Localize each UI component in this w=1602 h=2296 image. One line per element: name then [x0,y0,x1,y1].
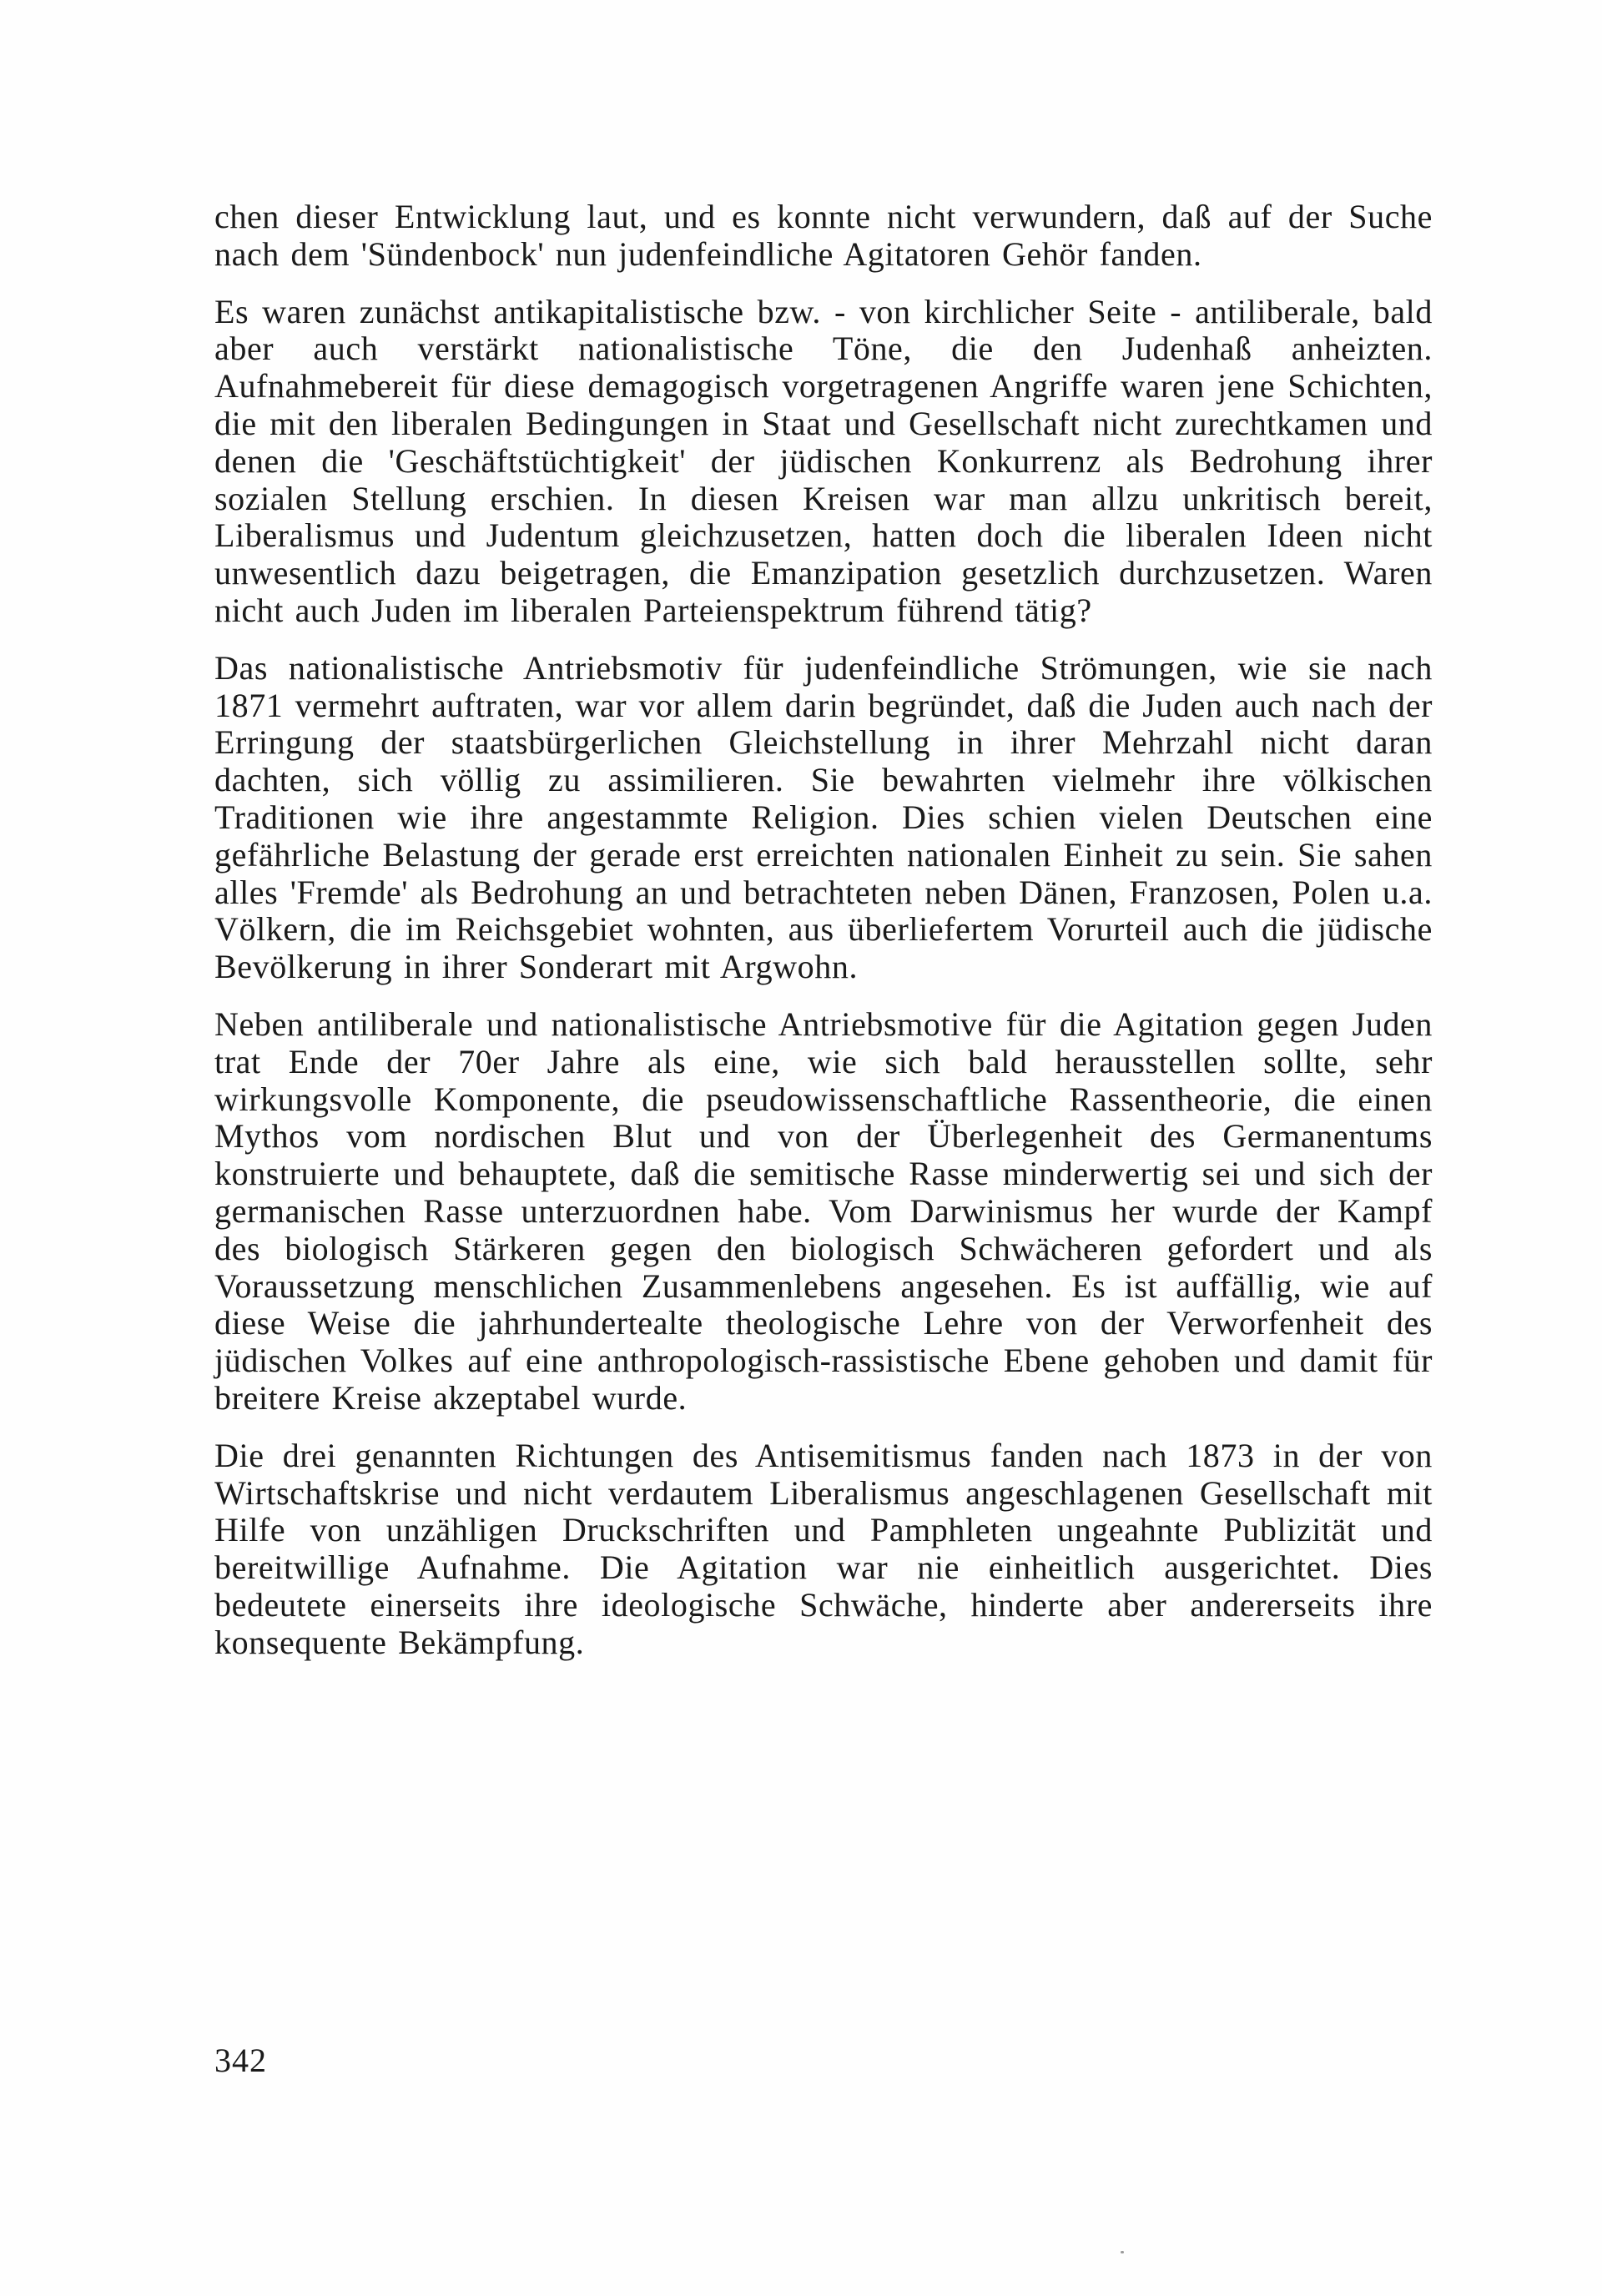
body-text [214,199,1433,1681]
paragraph-2: Es waren zunächst antikapitalistische bzw. - von kirchlicher Seite - antiliberale, bald aber auch verstärkt nationalistische Töne, die den Judenhaß anheizten. Aufnahmebereit für diese demagogisch vorgetragenen Angriffe waren jene Schichten, die mit den liberalen Bedingungen in Staat und Gesellschaft nicht zurechtkamen und denen die 'Geschäftstüchtigkeit' der jüdischen Konkurrenz als Bedrohung ihrer sozialen Stellung erschien. In diesen Kreisen war man allzu unkritisch bereit, Liberalismus und Judentum gleichzusetzen, hatten doch die liberalen Ideen nicht unwesentlich dazu beigetragen, die Emanzipation gesetzlich durchzusetzen. Waren nicht auch Juden im liberalen Parteienspektrum führend tätig? [214,292,1433,629]
paragraph-5: Die drei genannten Richtungen des Antisemitismus fanden nach 1873 in der von Wirtschaftskrise und nicht verdautem Liberalismus angeschlagenen Gesellschaft mit Hilfe von unzähligen Druckschriften und Pamphleten ungeahnte Publizität und bereitwillige Aufnahme. Die Agitation war nie einheitlich ausgerichtet. Dies bedeutete einerseits ihre ideologische Schwäche, hinderte aber andererseits ihre konsequente Bekämpfung. [214,1436,1433,1661]
paragraph-3: Das nationalistische Antriebsmotiv für judenfeindliche Strömungen, wie sie nach 1871 vermehrt auftraten, war vor allem darin begründet, daß die Juden auch nach der Erringung der staatsbürgerlichen Gleichstellung in ihrer Mehrzahl nicht daran dachten, sich völlig zu assimilieren. Sie bewahrten vielmehr ihre völkischen Traditionen wie ihre angestammte Religion. Dies schien vielen Deutschen eine gefährliche Belastung der gerade erst erreichten nationalen Einheit zu sein. Sie sahen alles 'Fremde' als Bedrohung an und betrachteten neben Dänen, Franzosen, Polen u.a. Völkern, die im Reichsgebiet wohnten, aus überliefertem Vorurteil auch die jüdische Bevölkerung in ihrer Sonderart mit Argwohn. [214,648,1433,986]
paragraph-4: Neben antiliberale und nationalistische Antriebsmotive für die Agitation gegen Juden trat Ende der 70er Jahre als eine, wie sich bald herausstellen sollte, sehr wirkungsvolle Komponente, die pseudowissenschaftliche Rassentheorie, die einen Mythos vom nordischen Blut und von der Überlegenheit des Germanentums konstruierte und behauptete, daß die semitische Rasse minderwertig sei und sich der germanischen Rasse unterzuordnen habe. Vom Darwinismus her wurde der Kampf des biologisch Stärkeren gegen den biologisch Schwächeren gefordert und als Voraussetzung menschlichen Zusammenlebens angesehen. Es ist auffällig, wie auf diese Weise die jahrhundertealte theologische Lehre von der Verworfenheit des jüdischen Volkes auf eine anthropologisch-rassistische Ebene gehoben und damit für breitere Kreise akzeptabel wurde. [214,1004,1433,1417]
paragraph-1: chen dieser Entwicklung laut, und es konnte nicht verwundern, daß auf der Suche nach dem 'Sündenbock' nun judenfeindliche Agitatoren Gehör fanden. [214,198,1433,273]
page-number: 342 [214,2042,267,2079]
scan-speck [1121,2251,1124,2253]
